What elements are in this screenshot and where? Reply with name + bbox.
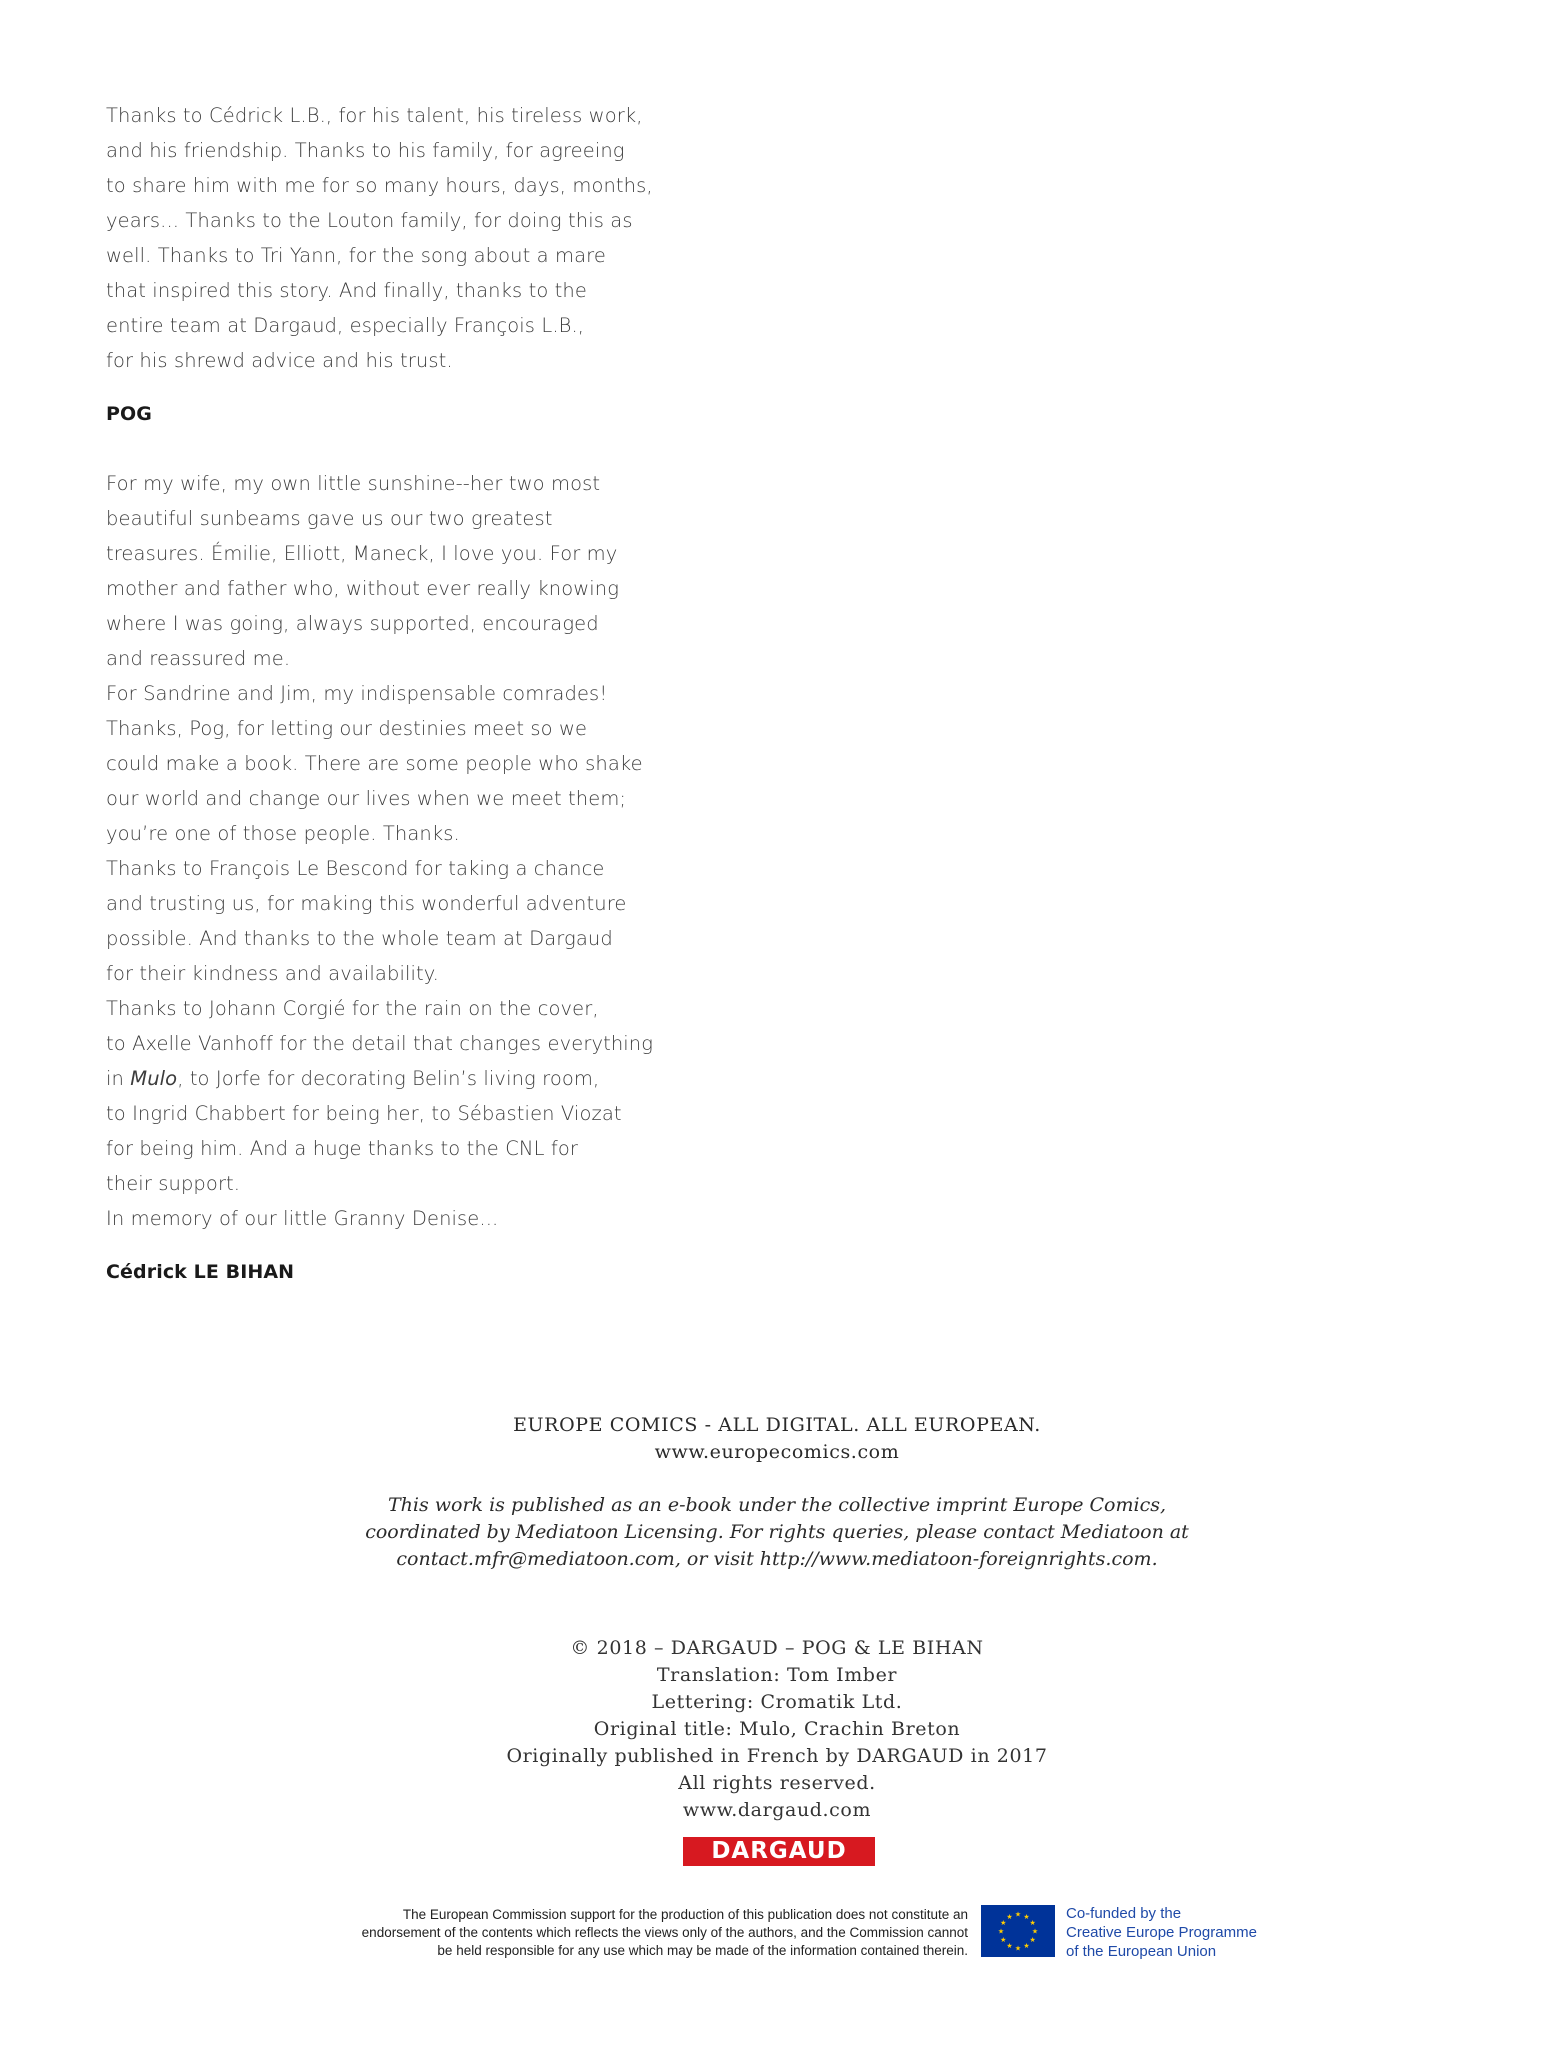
eu-star-icon: ★ (1029, 1936, 1036, 1944)
ack-line: to share him with me for so many hours, days, months, (106, 174, 653, 197)
eu-star-icon: ★ (1006, 1942, 1013, 1951)
eu-star-icon: ★ (1000, 1936, 1007, 1944)
mulo-title: Mulo (130, 1067, 178, 1090)
ack-line: Thanks, Pog, for letting our destinies meet so we (106, 717, 588, 740)
ack-line: and his friendship. Thanks to his family, for agreeing (106, 139, 625, 162)
original-title: Original title: Mulo, Crachin Breton (593, 1718, 961, 1740)
publication-note-line: contact.mfr@mediatoon.com, or visit http://www.mediatoon-foreignrights.com. (396, 1548, 1158, 1570)
ack-line: Thanks to François Le Bescond for taking a chance (106, 857, 605, 880)
first-signature: POG (106, 403, 152, 425)
ack-line: years... Thanks to the Louton family, for doing this as (106, 209, 633, 232)
ack-line: entire team at Dargaud, especially François L.B., (106, 314, 585, 337)
original-publication: Originally published in French by DARGAUD in 2017 (506, 1745, 1048, 1767)
eu-star-icon: ★ (1031, 1927, 1039, 1936)
publication-note (0, 1492, 1554, 1573)
eu-star-icon: ★ (1006, 1912, 1013, 1921)
ack-line: and trusting us, for making this wonderful adventure (106, 892, 627, 915)
copyright-block (0, 1635, 1554, 1824)
eu-star-icon: ★ (997, 1927, 1005, 1936)
ack-line: In memory of our little Granny Denise... (106, 1207, 499, 1230)
ack-line: that inspired this story. And finally, thanks to the (106, 279, 587, 302)
ack-line: could make a book. There are some people who shake (106, 752, 643, 775)
lettering-credit: Lettering: Cromatik Ltd. (651, 1691, 903, 1713)
disclaimer-line: endorsement of the contents which reflects the views only of the authors, and the Commission cannot (361, 1925, 968, 1940)
dargaud-logo: DARGAUD (683, 1837, 875, 1866)
ack-line: you’re one of those people. Thanks. (106, 822, 460, 845)
ack-line: Thanks to Johann Corgié for the rain on the cover, (106, 997, 599, 1020)
ack-line: treasures. Émilie, Elliott, Maneck, I love you. For my (106, 542, 618, 565)
cofund-line: Co-funded by the (1066, 1905, 1182, 1922)
ack-second-paragraph (106, 466, 706, 1236)
ack-line: to Axelle Vanhoff for the detail that changes everything (106, 1032, 654, 1055)
disclaimer-line: The European Commission support for the production of this publication does not constitute an (402, 1907, 968, 1922)
eu-star-icon: ★ (1023, 1942, 1030, 1951)
cofund-line: of the European Union (1066, 1943, 1217, 1960)
ack-line: to Ingrid Chabbert for being her, to Sébastien Viozat (106, 1102, 622, 1125)
europe-comics-tagline: EUROPE COMICS - ALL DIGITAL. ALL EUROPEAN. (513, 1414, 1041, 1436)
ack-line: mother and father who, without ever really knowing (106, 577, 620, 600)
cofund-line: Creative Europe Programme (1066, 1924, 1257, 1941)
ack-line: for being him. And a huge thanks to the CNL for (106, 1137, 578, 1160)
mulo-before: in (106, 1067, 131, 1090)
ack-line: beautiful sunbeams gave us our two greatest (106, 507, 553, 530)
second-signature: Cédrick LE BIHAN (106, 1261, 295, 1283)
translation-credit: Translation: Tom Imber (656, 1664, 898, 1686)
ack-line: possible. And thanks to the whole team at Dargaud (106, 927, 613, 950)
ack-line: their support. (106, 1172, 241, 1195)
acknowledgments (106, 98, 706, 1290)
rights-reserved: All rights reserved. (678, 1772, 876, 1794)
eu-star-icon: ★ (1014, 1944, 1022, 1953)
eu-star-icon: ★ (1000, 1919, 1007, 1927)
ack-first-paragraph (106, 98, 706, 378)
eu-star-icon: ★ (1023, 1912, 1030, 1921)
ack-line: well. Thanks to Tri Yann, for the song about a mare (106, 244, 606, 267)
ack-line-mulo (106, 1061, 706, 1096)
mulo-after: , to Jorfe for decorating Belin’s living room, (177, 1067, 600, 1090)
ec-disclaimer (248, 1906, 968, 1960)
ack-line: For my wife, my own little sunshine--her two most (106, 472, 601, 495)
europe-comics-url[interactable]: www.europecomics.com (654, 1441, 900, 1463)
ack-line: and reassured me. (106, 647, 291, 670)
ack-line: For Sandrine and Jim, my indispensable comrades! (106, 682, 608, 705)
co-funded-label (1066, 1904, 1257, 1961)
eu-star-icon: ★ (1014, 1910, 1022, 1919)
dargaud-url[interactable]: www.dargaud.com (682, 1799, 872, 1821)
publication-note-line: This work is published as an e-book under the collective imprint Europe Comics, (387, 1494, 1167, 1516)
europe-comics-block (0, 1412, 1554, 1466)
disclaimer-line: be held responsible for any use which may be made of the information contained therein. (437, 1943, 968, 1958)
ack-line: our world and change our lives when we meet them; (106, 787, 627, 810)
ack-line: for their kindness and availability. (106, 962, 439, 985)
copyright-line: © 2018 – DARGAUD – POG & LE BIHAN (570, 1637, 984, 1659)
eu-star-icon: ★ (1029, 1919, 1036, 1927)
publication-note-line: coordinated by Mediatoon Licensing. For rights queries, please contact Mediatoon at (365, 1521, 1189, 1543)
eu-flag-icon (981, 1905, 1055, 1957)
ack-line: for his shrewd advice and his trust. (106, 349, 453, 372)
ack-line: where I was going, always supported, encouraged (106, 612, 599, 635)
ack-line: Thanks to Cédrick L.B., for his talent, his tireless work, (106, 104, 643, 127)
